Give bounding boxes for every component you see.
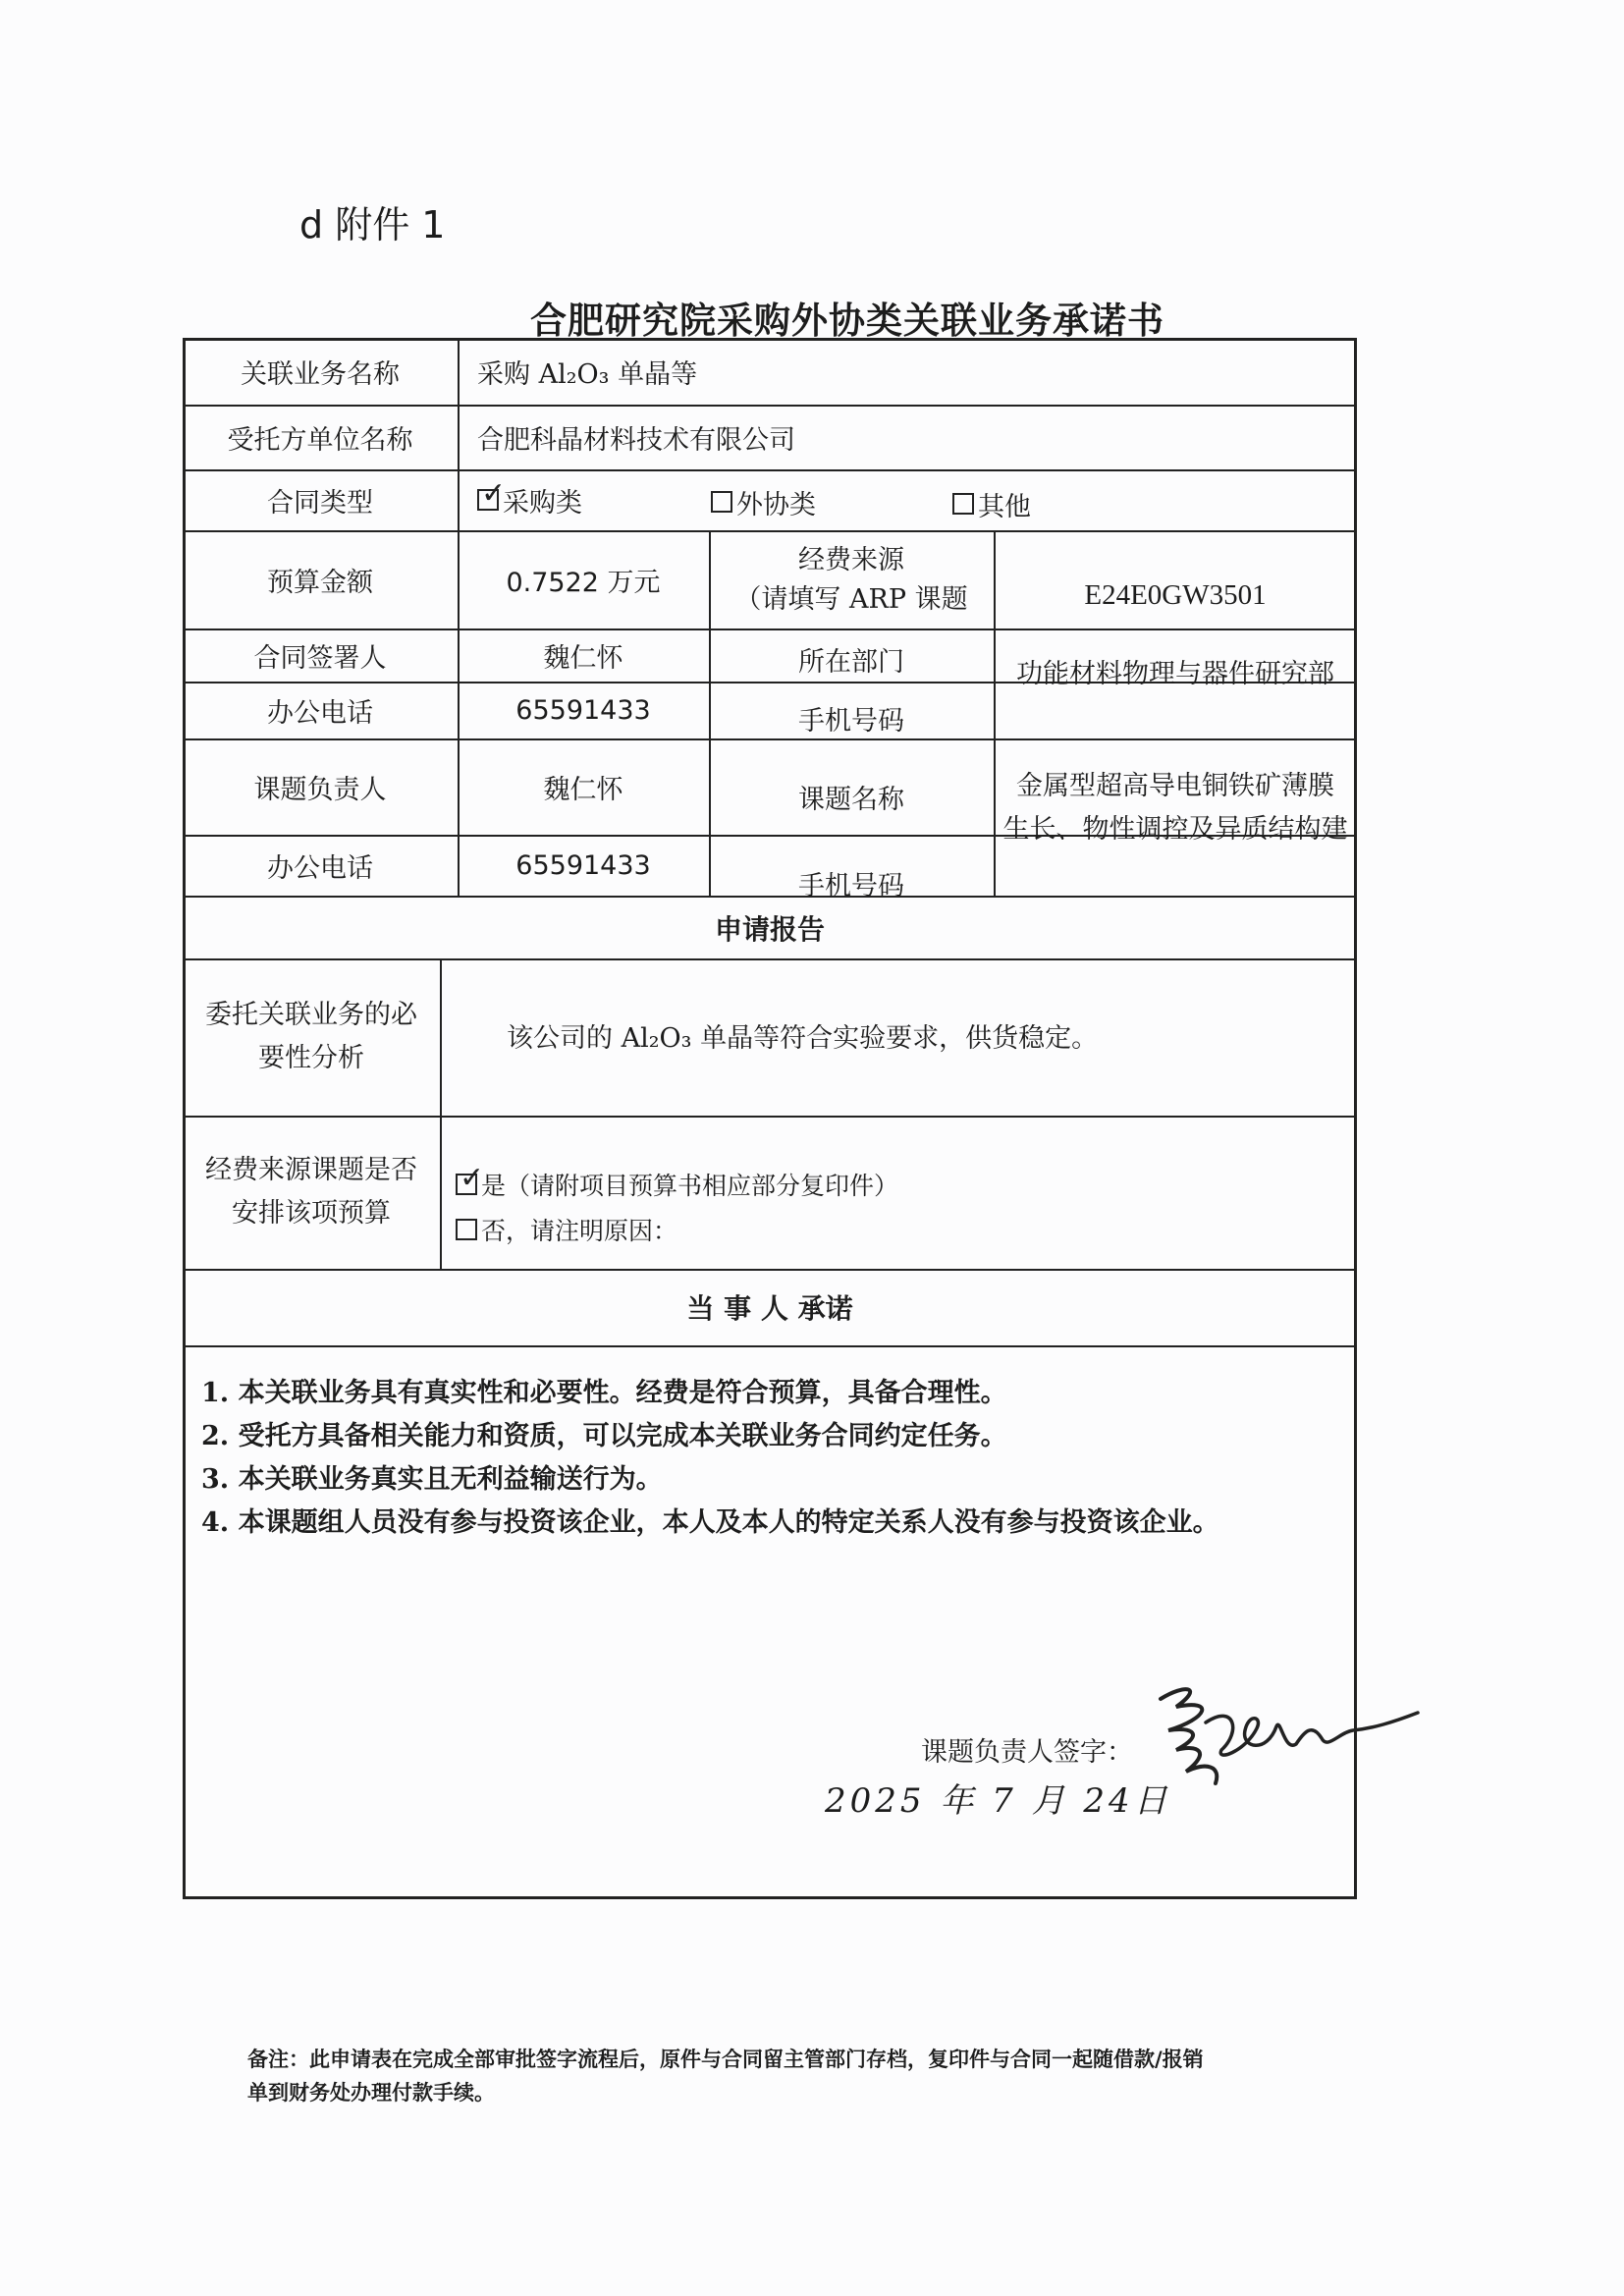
contract-type-option-purchase[interactable] <box>477 469 713 530</box>
mobile-value <box>994 689 1357 746</box>
business-name-value: 采购 Al₂O₃ 单晶等 <box>477 358 698 390</box>
option-label: 其他 <box>978 491 1031 522</box>
signer-label: 合同签署人 <box>253 642 387 674</box>
row-divider <box>183 1345 1357 1347</box>
fund-source-value: E24E0GW3501 <box>1084 578 1267 611</box>
check-mark-icon: ✓ <box>481 476 507 511</box>
checkbox-checked-icon[interactable] <box>456 1161 485 1195</box>
application-report-heading: 申请报告 <box>714 913 825 946</box>
project-leader-value: 魏仁怀 <box>543 774 623 805</box>
project-name-label: 课题名称 <box>798 784 904 815</box>
budget-label: 预算金额 <box>267 567 373 598</box>
option-label: 采购类 <box>503 487 582 519</box>
budget-no-option[interactable] <box>456 1208 1339 1251</box>
footer-note <box>247 2043 1347 2109</box>
checkbox-empty-icon[interactable] <box>711 491 732 513</box>
fund-source-label <box>709 536 994 625</box>
office-phone-label: 办公电话 <box>267 697 373 729</box>
check-mark-icon: ✓ <box>460 1161 485 1195</box>
attachment-label: d 附件 1 <box>299 203 446 246</box>
necessity-label-line1: 委托关联业务的必 <box>205 1000 417 1030</box>
mobile-label: 手机号码 <box>798 705 904 737</box>
necessity-label-line2: 要性分析 <box>258 1043 364 1073</box>
project-name-value <box>994 760 1357 856</box>
office-phone-value: 65591433 <box>515 694 651 726</box>
trustee-label: 受托方单位名称 <box>227 424 413 456</box>
contract-type-option-other[interactable] <box>952 473 1188 534</box>
footer-note-line1: 备注：此申请表在完成全部审批签字流程后，原件与合同留主管部门存档，复印件与合同一起随借款/报销 <box>247 2048 1204 2071</box>
document-title: 合肥研究院采购外协类关联业务承诺书 <box>530 300 1164 342</box>
footer-note-line2: 单到财务处办理付款手续。 <box>247 2081 495 2105</box>
contract-type-option-outsourcing[interactable] <box>711 471 947 532</box>
budget-arrangement-label-line2: 安排该项预算 <box>232 1198 391 1229</box>
checkbox-empty-icon[interactable] <box>456 1219 477 1240</box>
signature-date: 2025 年 7 月 24日 <box>825 1781 1171 1821</box>
col-divider <box>440 958 442 1269</box>
office-phone-2-label: 办公电话 <box>267 852 373 884</box>
department-value: 功能材料物理与器件研究部 <box>1016 658 1334 689</box>
budget-arrangement-label <box>183 1116 440 1269</box>
office-phone-2-value: 65591433 <box>515 849 651 881</box>
contract-type-label: 合同类型 <box>267 487 373 519</box>
handwritten-signature-icon <box>1147 1673 1422 1801</box>
budget-yes-option[interactable] <box>456 1163 1339 1206</box>
necessity-label <box>183 958 440 1116</box>
signer-value: 魏仁怀 <box>543 642 623 674</box>
budget-no-label: 否，请注明原因： <box>481 1217 678 1245</box>
budget-yes-label: 是（请附项目预算书相应部分复印件） <box>481 1172 899 1200</box>
necessity-text: 该公司的 Al₂O₃ 单晶等符合实验要求，供货稳定。 <box>507 1022 1099 1054</box>
budget-arrangement-label-line1: 经费来源课题是否 <box>205 1155 417 1185</box>
fund-source-label-line2: （请填写 ARP 课题 <box>734 584 968 615</box>
checkbox-checked-icon[interactable] <box>477 476 507 511</box>
project-name-line2: 生长、物性调控及异质结构建 <box>1002 814 1348 845</box>
row-divider <box>183 1269 1357 1271</box>
pledge-heading: 当 事 人 承诺 <box>686 1292 853 1325</box>
department-label: 所在部门 <box>798 646 904 678</box>
option-label: 外协类 <box>736 489 816 520</box>
project-name-line1: 金属型超高导电铜铁矿薄膜 <box>1016 771 1334 801</box>
pledge-item: 4. 本课题组人员没有参与投资该企业，本人及本人的特定关系人没有参与投资该企业。 <box>201 1507 1219 1538</box>
pledge-item: 1. 本关联业务具有真实性和必要性。经费是符合预算，具备合理性。 <box>201 1378 1007 1408</box>
pledge-item: 3. 本关联业务真实且无利益输送行为。 <box>201 1464 663 1495</box>
trustee-value: 合肥科晶材料技术有限公司 <box>477 424 795 456</box>
signature-label: 课题负责人签字： <box>921 1737 1133 1768</box>
pledge-item: 2. 受托方具备相关能力和资质，可以完成本关联业务合同约定任务。 <box>201 1421 1007 1451</box>
checkbox-empty-icon[interactable] <box>952 493 974 515</box>
mobile-2-label: 手机号码 <box>798 870 904 902</box>
project-leader-label: 课题负责人 <box>253 774 387 805</box>
business-name-label: 关联业务名称 <box>241 358 400 390</box>
fund-source-label-line1: 经费来源 <box>798 545 904 575</box>
budget-value: 0.7522 万元 <box>506 567 661 598</box>
